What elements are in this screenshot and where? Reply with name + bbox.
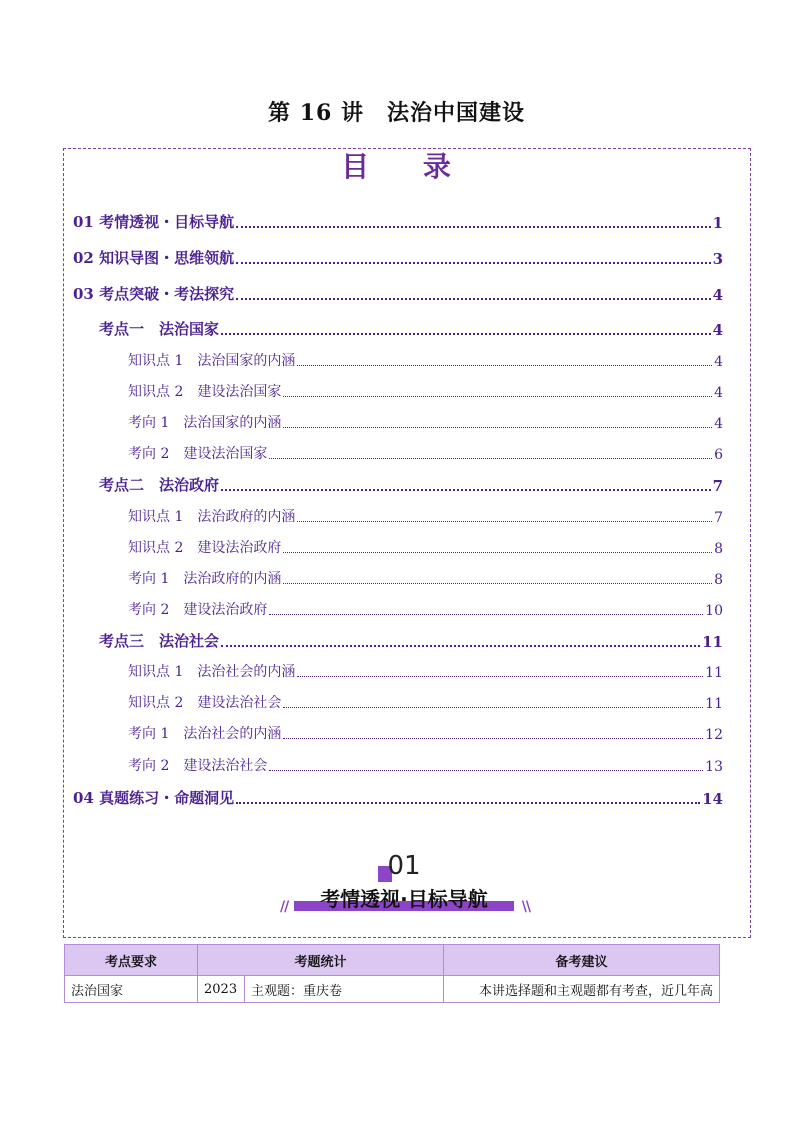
slash-decoration-left: // [280,899,289,915]
toc-entry-topic-3[interactable]: 考点三 法治社会 11 [99,632,723,651]
toc-leader [297,676,703,677]
toc-page-number: 4 [712,286,723,304]
exam-requirements-table [64,944,720,1003]
toc-page-number: 14 [702,790,723,808]
toc-entry-item[interactable]: 知识点 1 法治社会的内涵 11 [128,664,723,681]
toc-entry-item[interactable]: 知识点 1 法治政府的内涵 7 [128,509,723,526]
toc-leader [236,802,700,804]
toc-leader [297,365,712,366]
document-title: 第 16 讲 法治中国建设 [268,100,525,126]
toc-entry-item[interactable]: 考向 2 建设法治政府 10 [128,602,723,619]
toc-heading: 目 录 [341,150,473,183]
section-title: 考情透视·目标导航 [320,887,488,911]
year-cell: 2023 [198,976,245,1003]
toc-leader [236,262,710,264]
toc-entry-section-02[interactable]: 02 知识导图・思维领航 3 [73,249,723,268]
table-row [65,976,720,1003]
stat-cell: 主观题：重庆卷 [245,976,444,1003]
toc-page-number: 4 [712,321,723,339]
toc-leader [283,738,703,739]
toc-entry-item[interactable]: 知识点 2 建设法治社会 11 [128,695,723,712]
toc-entry-item[interactable]: 考向 1 法治社会的内涵 12 [128,726,723,743]
toc-leader [236,298,710,300]
slash-decoration-right: \\ [521,899,530,915]
toc-page-number: 4 [714,354,723,370]
toc-entry-item[interactable]: 考向 2 建设法治社会 13 [128,758,723,775]
requirement-cell: 法治国家 [65,976,198,1003]
toc-page-number: 6 [714,447,723,463]
toc-entry-item[interactable]: 考向 1 法治政府的内涵 8 [128,571,723,588]
toc-page-number: 4 [714,385,723,401]
toc-page-number: 4 [714,416,723,432]
toc-leader [283,583,712,584]
toc-entry-item[interactable]: 考向 2 建设法治国家 6 [128,446,723,463]
toc-leader [283,396,712,397]
table-of-contents [63,148,751,938]
toc-entry-item[interactable]: 考向 1 法治国家的内涵 4 [128,415,723,432]
column-header: 备考建议 [443,945,719,976]
toc-entry-section-04[interactable]: 04 真题练习・命题洞见 14 [73,789,723,808]
toc-leader [269,458,712,459]
toc-page-number: 10 [705,603,723,619]
column-header: 考点要求 [65,945,198,976]
toc-page-number: 1 [712,214,723,232]
toc-leader [236,226,710,228]
toc-page-number: 12 [705,727,723,743]
toc-entry-section-01[interactable]: 01 考情透视・目标导航 1 [73,213,723,232]
toc-page-number: 11 [702,633,723,651]
toc-page-number: 11 [705,696,723,712]
toc-leader [221,489,711,491]
toc-page-number: 8 [714,572,723,588]
toc-leader [297,521,712,522]
toc-leader [221,645,700,647]
advice-cell: 本讲选择题和主观题都有考查，近几年高 [443,976,719,1003]
toc-entry-section-03[interactable]: 03 考点突破・考法探究 4 [73,285,723,304]
toc-leader [283,427,712,428]
toc-page-number: 7 [714,510,723,526]
toc-page-number: 8 [714,541,723,557]
toc-leader [269,614,703,615]
toc-leader [269,770,703,771]
toc-page-number: 3 [712,250,723,268]
toc-page-number: 11 [705,665,723,681]
section-number: 01 [387,851,421,881]
toc-page-number: 7 [712,477,723,495]
toc-leader [283,552,712,553]
toc-entry-item[interactable]: 知识点 2 建设法治政府 8 [128,540,723,557]
toc-entry-item[interactable]: 知识点 2 建设法治国家 4 [128,384,723,401]
table-header-row [65,945,720,976]
toc-entry-item[interactable]: 知识点 1 法治国家的内涵 4 [128,353,723,370]
toc-leader [221,333,711,335]
section-banner [274,849,534,929]
toc-leader [283,707,703,708]
toc-page-number: 13 [705,759,723,775]
toc-entry-topic-1[interactable]: 考点一 法治国家 4 [99,320,723,339]
column-header: 考题统计 [198,945,444,976]
toc-entry-topic-2[interactable]: 考点二 法治政府 7 [99,476,723,495]
